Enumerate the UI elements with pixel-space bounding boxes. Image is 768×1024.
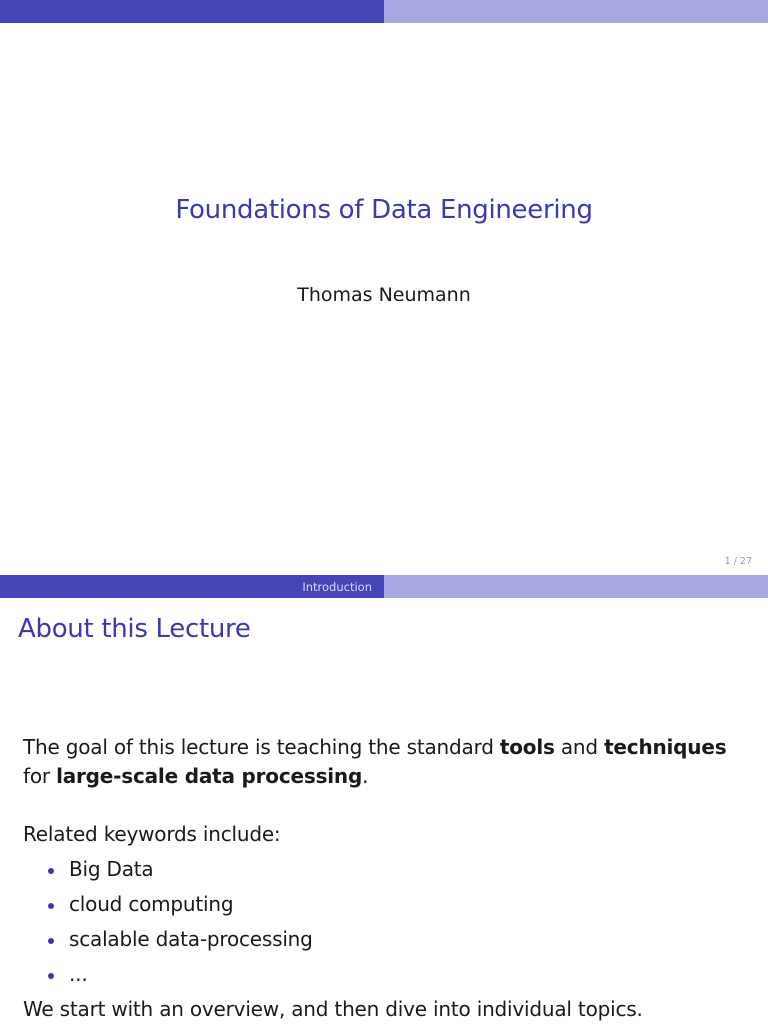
bullet-icon (48, 903, 54, 909)
closing-paragraph: We start with an overview, and then dive into individual topics. (23, 997, 643, 1021)
list-item (46, 855, 313, 890)
intro-text-4: . (362, 764, 369, 788)
bullet-icon (48, 938, 54, 944)
frame-title: About this Lecture (18, 614, 251, 644)
intro-paragraph (23, 733, 753, 791)
section-header-bar-right (384, 575, 768, 598)
keyword-list (46, 855, 313, 995)
section-header-bar-left (0, 575, 384, 598)
intro-text-2: and (554, 735, 605, 759)
keyword-label: Big Data (69, 857, 154, 881)
page-number: 1 / 27 (724, 556, 752, 567)
intro-text-3: for (23, 764, 57, 788)
bullet-icon (48, 973, 54, 979)
list-item (46, 960, 313, 995)
bullet-icon (48, 868, 54, 874)
section-header-bar (0, 575, 768, 598)
top-header-bar (0, 0, 768, 23)
slide-author: Thomas Neumann (297, 284, 471, 306)
intro-bold-tools: tools (499, 735, 555, 759)
keyword-label: cloud computing (69, 892, 234, 916)
intro-bold-techniques: techniques (604, 735, 727, 759)
list-item (46, 890, 313, 925)
keyword-label: scalable data-processing (69, 927, 313, 951)
keyword-label: ... (69, 962, 88, 986)
related-keywords-label: Related keywords include: (23, 822, 281, 846)
intro-text-1: The goal of this lecture is teaching the standard (23, 735, 500, 759)
top-header-bar-left (0, 0, 384, 23)
top-header-bar-right (384, 0, 768, 23)
slide-title: Foundations of Data Engineering (175, 195, 593, 225)
list-item (46, 925, 313, 960)
section-label[interactable]: Introduction (302, 579, 372, 594)
intro-bold-large-scale: large-scale data processing (56, 764, 363, 788)
